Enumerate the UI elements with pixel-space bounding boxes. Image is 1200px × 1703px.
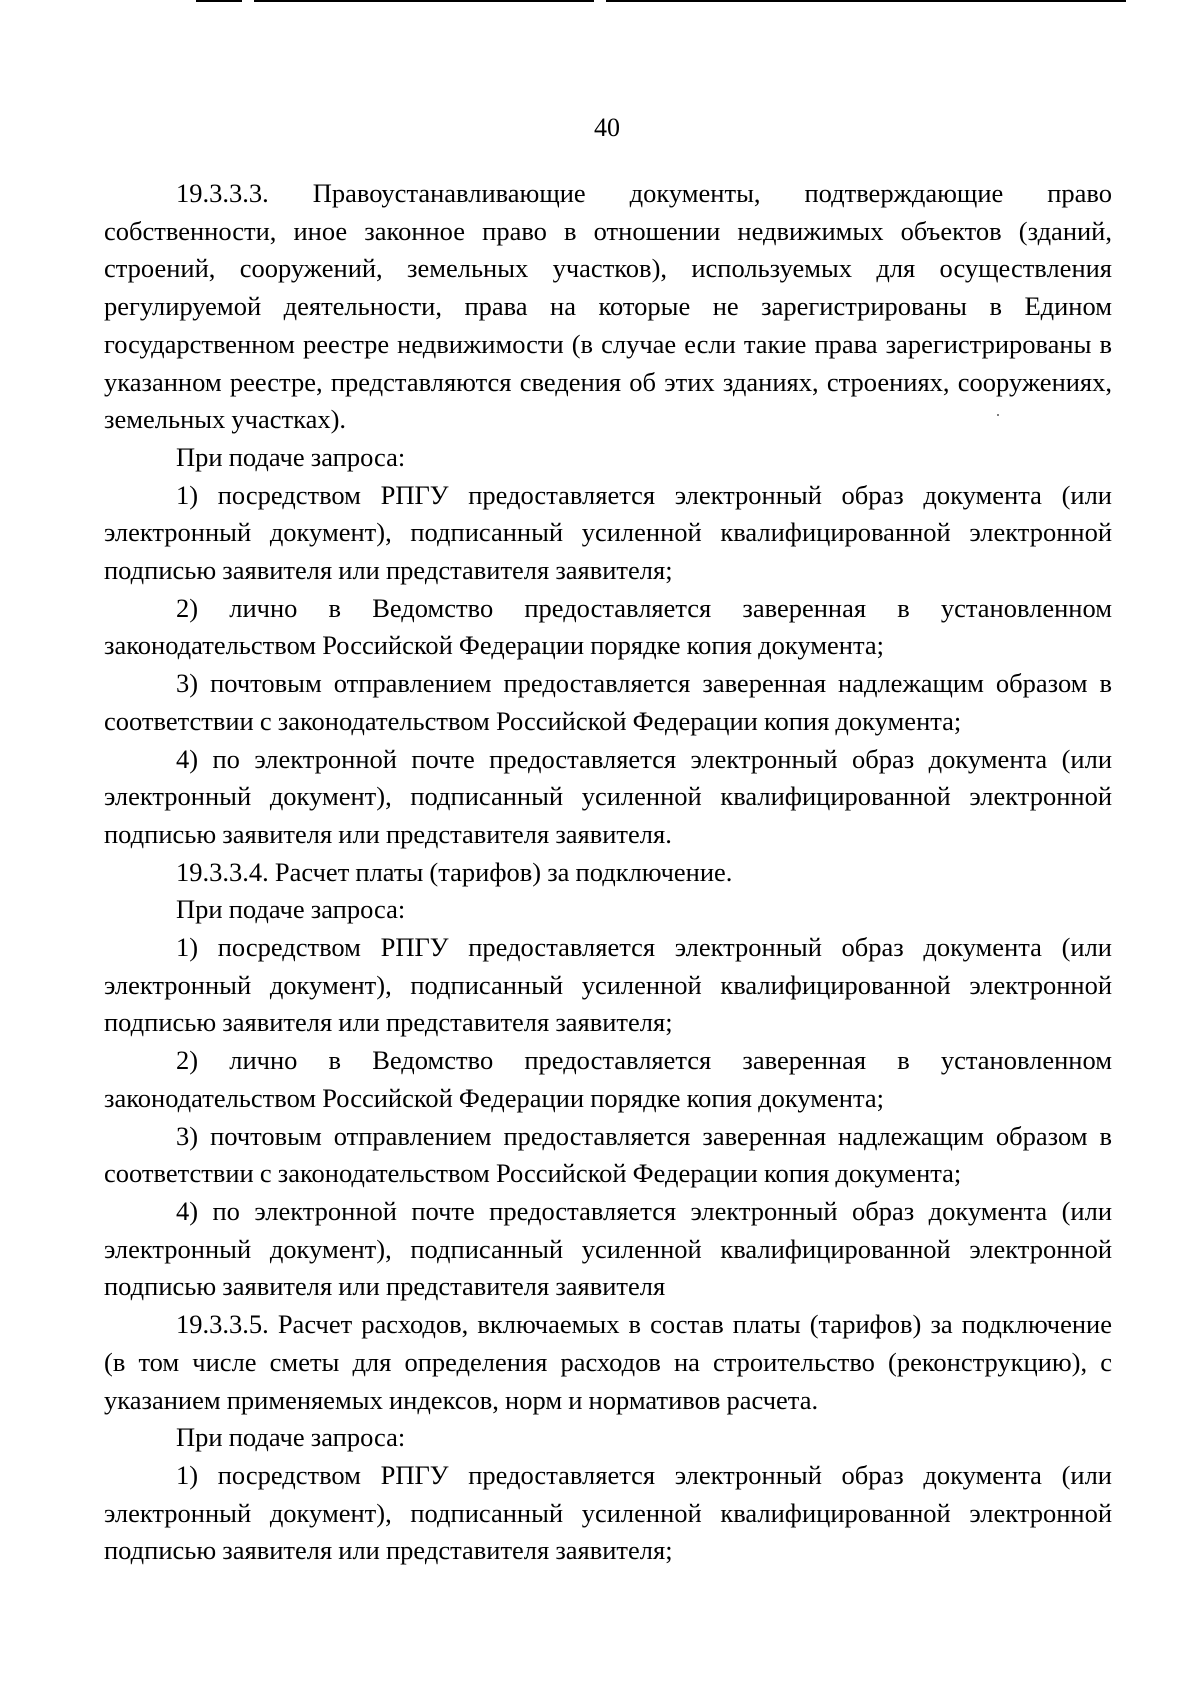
paragraph-request-intro: При подаче запроса: bbox=[176, 894, 406, 925]
paragraph-item-1: 1) посредством РПГУ предоставляется электронный образ документа (или электронный документ), подписанный усиленной квалифицированной электронной подписью заявителя или представителя заявителя; bbox=[104, 479, 1112, 586]
paragraph-request-intro: При подаче запроса: bbox=[176, 441, 406, 472]
paragraph-item-2: 2) лично в Ведомство предоставляется заверенная в установленном законодательством Российской Федерации порядке копия документа; bbox=[104, 1045, 1112, 1113]
paragraph-19-3-3-3: 19.3.3.3. Правоустанавливающие документы, подтверждающие право собственности, иное законное право в отношении недвижимых объектов (зданий, строений, сооружений, земельных участков), используемых для осуществления регулируемой деятельности, права на которые не зарегистрированы в Едином государственном реестре недвижимости (в случае если такие права зарегистрированы в указанном реестре, представляются сведения об этих зданиях, строениях, сооружениях, земельных участках). bbox=[104, 178, 1112, 435]
top-edge-rule bbox=[254, 0, 594, 2]
paragraph-19-3-3-4: 19.3.3.4. Расчет платы (тарифов) за подключение. bbox=[176, 856, 733, 887]
paragraph-item-1: 1) посредством РПГУ предоставляется электронный образ документа (или электронный документ), подписанный усиленной квалифицированной электронной подписью заявителя или представителя заявителя; bbox=[104, 1459, 1112, 1566]
paragraph-item-1: 1) посредством РПГУ предоставляется электронный образ документа (или электронный документ), подписанный усиленной квалифицированной электронной подписью заявителя или представителя заявителя; bbox=[104, 932, 1112, 1038]
paragraph-item-3: 3) почтовым отправлением предоставляется заверенная надлежащим образом в соответствии с законодательством Российской Федерации копия документа; bbox=[104, 1120, 1112, 1189]
document-body bbox=[104, 175, 1112, 1570]
top-edge-rule bbox=[196, 0, 242, 2]
paragraph-item-2: 2) лично в Ведомство предоставляется заверенная в установленном законодательством Российской Федерации порядке копия документа; bbox=[104, 592, 1112, 661]
top-edge-rule bbox=[606, 0, 1126, 2]
paragraph-item-4: 4) по электронной почте предоставляется электронный образ документа (или электронный документ), подписанный усиленной квалифицированной электронной подписью заявителя или представителя заявителя bbox=[104, 1195, 1112, 1302]
paragraph-item-4: 4) по электронной почте предоставляется электронный образ документа (или электронный документ), подписанный усиленной квалифицированной электронной подписью заявителя или представителя заявителя. bbox=[104, 743, 1112, 849]
page-number: 40 bbox=[594, 113, 620, 142]
paragraph-item-3: 3) почтовым отправлением предоставляется заверенная надлежащим образом в соответствии с законодательством Российской Федерации копия документа; bbox=[104, 668, 1112, 736]
paragraph-request-intro: При подаче запроса: bbox=[176, 1422, 406, 1453]
paragraph-19-3-3-5: 19.3.3.5. Расчет расходов, включаемых в состав платы (тарифов) за подключение (в том числе сметы для определения расходов на строительство (реконструкцию), с указанием применяемых индексов, норм и нормативов расчета. bbox=[104, 1309, 1112, 1415]
